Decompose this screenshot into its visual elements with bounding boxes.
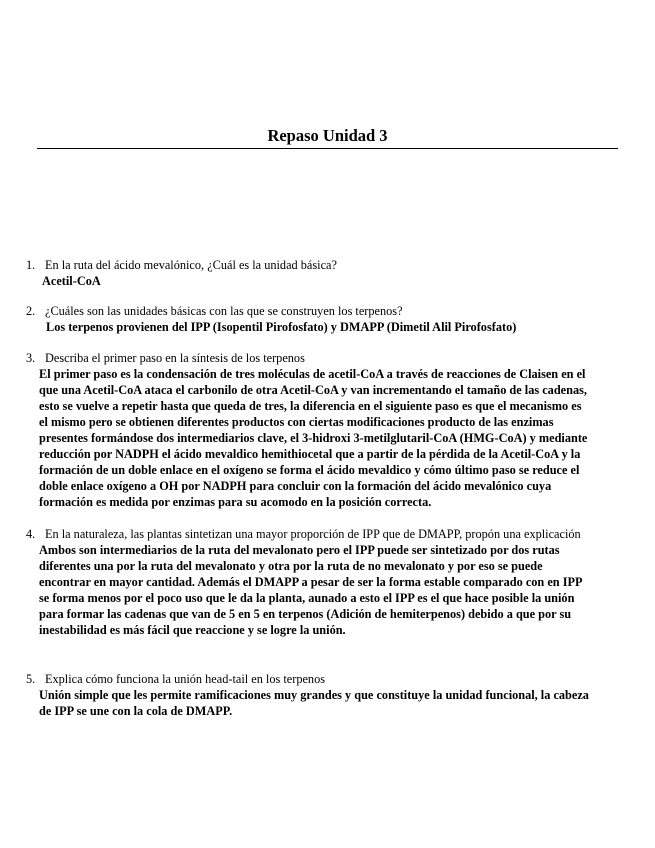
question-block-3 [26, 350, 626, 510]
question-number: 5. [26, 672, 36, 686]
answer-line: inestabilidad es más fácil que reaccione y se logre la unión. [39, 623, 346, 637]
answer-4 [39, 542, 619, 638]
question-1 [26, 257, 626, 273]
question-text: Describa el primer paso en la síntesis de los terpenos [45, 351, 305, 365]
question-block-1 [26, 257, 626, 289]
answer-line: Acetil-CoA [42, 274, 101, 288]
answer-line: formación es medida por enzimas para su acomodo en la posición correcta. [39, 495, 432, 509]
question-5 [26, 671, 626, 687]
question-3 [26, 350, 626, 366]
answer-1 [42, 273, 622, 289]
answer-2 [46, 319, 626, 335]
answer-line: Unión simple que les permite ramificaciones muy grandes y que constituye la unidad funcional, la cabeza [39, 688, 589, 702]
question-text: En la naturaleza, las plantas sintetizan una mayor proporción de IPP que de DMAPP, propón una explicación [45, 527, 581, 541]
question-2 [26, 303, 626, 319]
answer-line: esto se vuelve a repetir hasta que queda de tres, la diferencia en el siguiente paso es que el mecanismo es [39, 399, 582, 413]
answer-line: de IPP se une con la cola de DMAPP. [39, 704, 233, 718]
answer-line: Los terpenos provienen del IPP (Isopentil Pirofosfato) y DMAPP (Dimetil Alil Pirofosfato) [46, 320, 517, 334]
question-text: En la ruta del ácido mevalónico, ¿Cuál es la unidad básica? [45, 258, 337, 272]
question-block-5 [26, 671, 626, 719]
answer-line: encontrar en mayor cantidad. Además el DMAPP a pesar de ser la forma estable comparado con en IPP [39, 575, 583, 589]
question-text: ¿Cuáles son las unidades básicas con las que se construyen los terpenos? [45, 304, 403, 318]
answer-5 [39, 687, 619, 719]
question-number: 2. [26, 304, 36, 318]
answer-line: el mismo pero se obtienen diferentes productos con ciertas modificaciones producto de las enzimas [39, 415, 554, 429]
answer-3 [39, 366, 619, 510]
question-block-2 [26, 303, 626, 335]
question-number: 4. [26, 527, 36, 541]
question-text: Explica cómo funciona la unión head-tail en los terpenos [45, 672, 326, 686]
answer-line: formación de un doble enlace en el oxígeno se forma el ácido mevaldico y cómo último paso se reduce el [39, 463, 580, 477]
answer-line: diferentes una por la ruta del mevalonato y otra por la ruta de no mevalonato y por eso se puede [39, 559, 543, 573]
answer-line: se forma menos por el poco uso que le da la planta, aunado a esto el IPP es el que hace posible la unión [39, 591, 575, 605]
question-number: 1. [26, 258, 36, 272]
answer-line: reducción por NADPH el ácido mevaldico hemithiocetal que a partir de la pérdida de la Acetil-CoA y la [39, 447, 581, 461]
question-4 [26, 526, 626, 542]
answer-line: El primer paso es la condensación de tres moléculas de acetil-CoA a través de reacciones de Claisen en el [39, 367, 586, 381]
answer-line: que una Acetil-CoA ataca el carbonilo de otra Acetil-CoA y van incrementando el tamaño de las cadenas, [39, 383, 587, 397]
answer-line: doble enlace oxígeno a OH por NADPH para concluir con la formación del ácido mevalónico cuya [39, 479, 552, 493]
page-title: Repaso Unidad 3 [267, 126, 388, 145]
question-block-4 [26, 526, 626, 638]
answer-line: Ambos son intermediarios de la ruta del mevalonato pero el IPP puede ser sintetizado por dos rutas [39, 543, 560, 557]
answer-line: presentes formándose dos intermediarios clave, el 3-hidroxi 3-metilglutaril-CoA (HMG-CoA) y mediante [39, 431, 588, 445]
question-number: 3. [26, 351, 36, 365]
title-underline [37, 148, 618, 149]
answer-line: para formar las cadenas que van de 5 en 5 en terpenos (Adición de hemiterpenos) debido a que por su [39, 607, 572, 621]
